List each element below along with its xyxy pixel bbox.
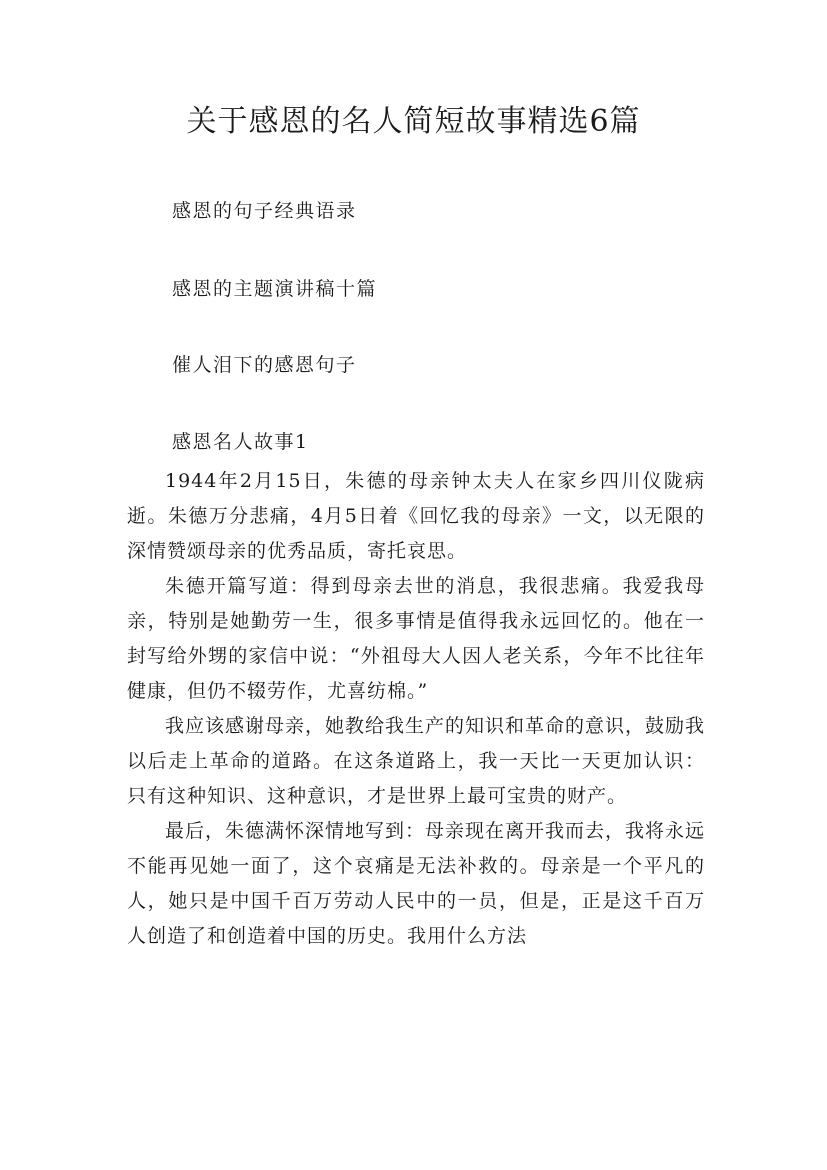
related-link-speech-drafts[interactable]: 感恩的主题演讲稿十篇 (172, 278, 378, 300)
paragraph: 最后，朱德满怀深情地写到：母亲现在离开我而去，我将永远不能再见她一面了，这个哀痛是无法补救的。母亲是一个平凡的人，她只是中国千百万劳动人民中的一员，但是，正是这千百万人创造了和创造着中国的历史。我用什么方法 (127, 820, 706, 947)
related-link-classic-quotes[interactable]: 感恩的句子经典语录 (172, 200, 357, 222)
article-body (127, 464, 705, 954)
paragraph: 我应该感谢母亲，她教给我生产的知识和革命的意识，鼓励我以后走上革命的道路。在这条道路上，我一天比一天更加认识：只有这种知识、这种意识，才是世界上最可宝贵的财产。 (127, 715, 706, 807)
section-heading: 感恩名人故事1 (172, 431, 309, 453)
document-title: 关于感恩的名人简短故事精选6篇 (186, 104, 641, 139)
paragraph: 1944年2月15日，朱德的母亲钟太夫人在家乡四川仪陇病逝。朱德万分悲痛，4月5日着《回忆我的母亲》一文，以无限的深情赞颂母亲的优秀品质，寄托哀思。 (127, 470, 705, 562)
related-link-touching-quotes[interactable]: 催人泪下的感恩句子 (172, 354, 357, 376)
paragraph: 朱德开篇写道：得到母亲去世的消息，我很悲痛。我爱我母亲，特别是她勤劳一生，很多事情是值得我永远回忆的。他在一封写给外甥的家信中说：“外祖母大人因人老关系，今年不比往年健康，但仍不辍劳作，尤喜纺棉。” (127, 575, 705, 702)
